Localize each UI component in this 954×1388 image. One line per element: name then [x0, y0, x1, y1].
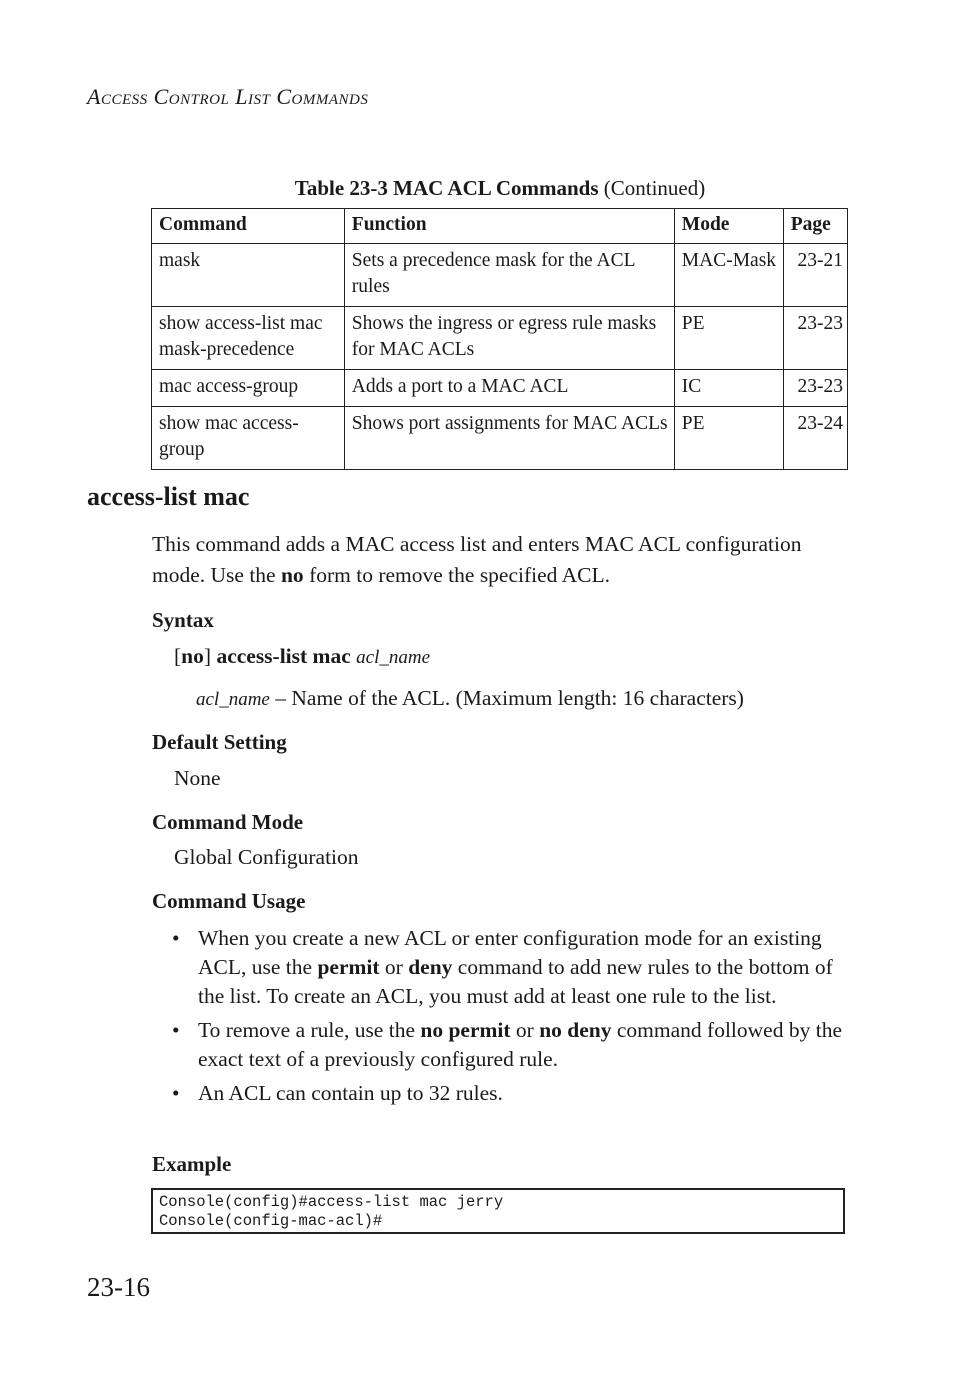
- default-setting-value: None: [174, 766, 221, 790]
- command-usage-list: [170, 924, 850, 1113]
- page-number: 23-16: [87, 1272, 150, 1302]
- cell-function: Sets a precedence mask for the ACL rules: [344, 244, 674, 307]
- syntax-no-keyword: no: [181, 644, 204, 668]
- header-mode: Mode: [674, 209, 783, 244]
- list-item: [170, 924, 850, 1011]
- cell-function: Shows port assignments for MAC ACLs: [344, 407, 674, 470]
- cell-command: mac access-group: [152, 370, 345, 407]
- cell-page: 23-21: [783, 244, 847, 307]
- syntax-open-bracket: [: [174, 644, 182, 668]
- cell-page: 23-24: [783, 407, 847, 470]
- cell-mode: PE: [674, 307, 783, 370]
- usage-text: To remove a rule, use the: [198, 1018, 415, 1042]
- usage-keyword: no permit: [420, 1018, 511, 1042]
- bullet-glyph: •: [172, 1081, 180, 1105]
- list-item: [170, 1079, 850, 1108]
- cell-command: mask: [152, 244, 345, 307]
- cell-mode: PE: [674, 407, 783, 470]
- table-row: [152, 307, 848, 370]
- table-caption: [152, 176, 848, 201]
- syntax-heading: Syntax: [152, 608, 214, 632]
- syntax-close-bracket: ]: [203, 644, 212, 668]
- code-line: Console(config)#access-list mac jerry: [159, 1193, 504, 1211]
- mac-acl-commands-table: [151, 208, 848, 470]
- usage-text: command to add new rules to the bottom of the list. To create an ACL, you must add at least one rule to the list.: [198, 955, 833, 1008]
- bullet-glyph: •: [172, 926, 180, 950]
- table-row: [152, 407, 848, 470]
- usage-text: or: [515, 1018, 534, 1042]
- cell-mode: MAC-Mask: [674, 244, 783, 307]
- table-header-row: [152, 209, 848, 244]
- usage-keyword: deny: [408, 955, 453, 979]
- example-code-block: [151, 1188, 845, 1234]
- usage-text: An ACL can contain up to 32 rules.: [198, 1081, 503, 1105]
- parameter-description: [196, 686, 744, 711]
- command-mode-value: Global Configuration: [174, 845, 359, 869]
- param-name: acl_name: [196, 689, 270, 710]
- intro-text-end: form to remove the specified ACL.: [309, 563, 610, 587]
- usage-keyword: permit: [317, 955, 380, 979]
- intro-keyword: no: [280, 563, 304, 587]
- syntax-line: [174, 644, 430, 669]
- usage-text: command followed by the exact text of a previously configured rule.: [198, 1018, 842, 1071]
- example-heading: Example: [152, 1152, 232, 1176]
- param-desc: – Name of the ACL. (Maximum length: 16 characters): [275, 686, 744, 710]
- table-row: [152, 244, 848, 307]
- cell-function: Adds a port to a MAC ACL: [344, 370, 674, 407]
- table-caption-suffix: (Continued): [603, 176, 706, 200]
- command-mode-heading: Command Mode: [152, 810, 304, 834]
- section-title: access-list mac: [87, 482, 250, 511]
- cell-command: show access-list mac mask-precedence: [152, 307, 345, 370]
- cell-mode: IC: [674, 370, 783, 407]
- command-usage-heading: Command Usage: [152, 889, 306, 913]
- default-setting-heading: Default Setting: [152, 730, 287, 754]
- intro-text-start: This command adds a MAC access list and enters MAC ACL configuration mode. Use the: [152, 532, 802, 587]
- cell-page: 23-23: [783, 307, 847, 370]
- header-page: Page: [783, 209, 847, 244]
- table-caption-label: Table 23-3 MAC ACL Commands: [294, 176, 599, 200]
- table-row: [152, 370, 848, 407]
- intro-paragraph: [152, 529, 852, 591]
- cell-command: show mac access-group: [152, 407, 345, 470]
- cell-function: Shows the ingress or egress rule masks for MAC ACLs: [344, 307, 674, 370]
- syntax-command: access-list mac: [216, 644, 351, 668]
- list-item: [170, 1016, 850, 1074]
- usage-keyword: no deny: [539, 1018, 612, 1042]
- usage-text: When you create a new ACL or enter configuration mode for an existing ACL, use the: [198, 926, 822, 979]
- bullet-glyph: •: [172, 1018, 180, 1042]
- code-line: Console(config-mac-acl)#: [159, 1212, 383, 1230]
- running-head: Access Control List Commands: [87, 84, 369, 109]
- syntax-argument: acl_name: [356, 647, 431, 668]
- header-command: Command: [152, 209, 345, 244]
- cell-page: 23-23: [783, 370, 847, 407]
- header-function: Function: [344, 209, 674, 244]
- usage-text: or: [384, 955, 403, 979]
